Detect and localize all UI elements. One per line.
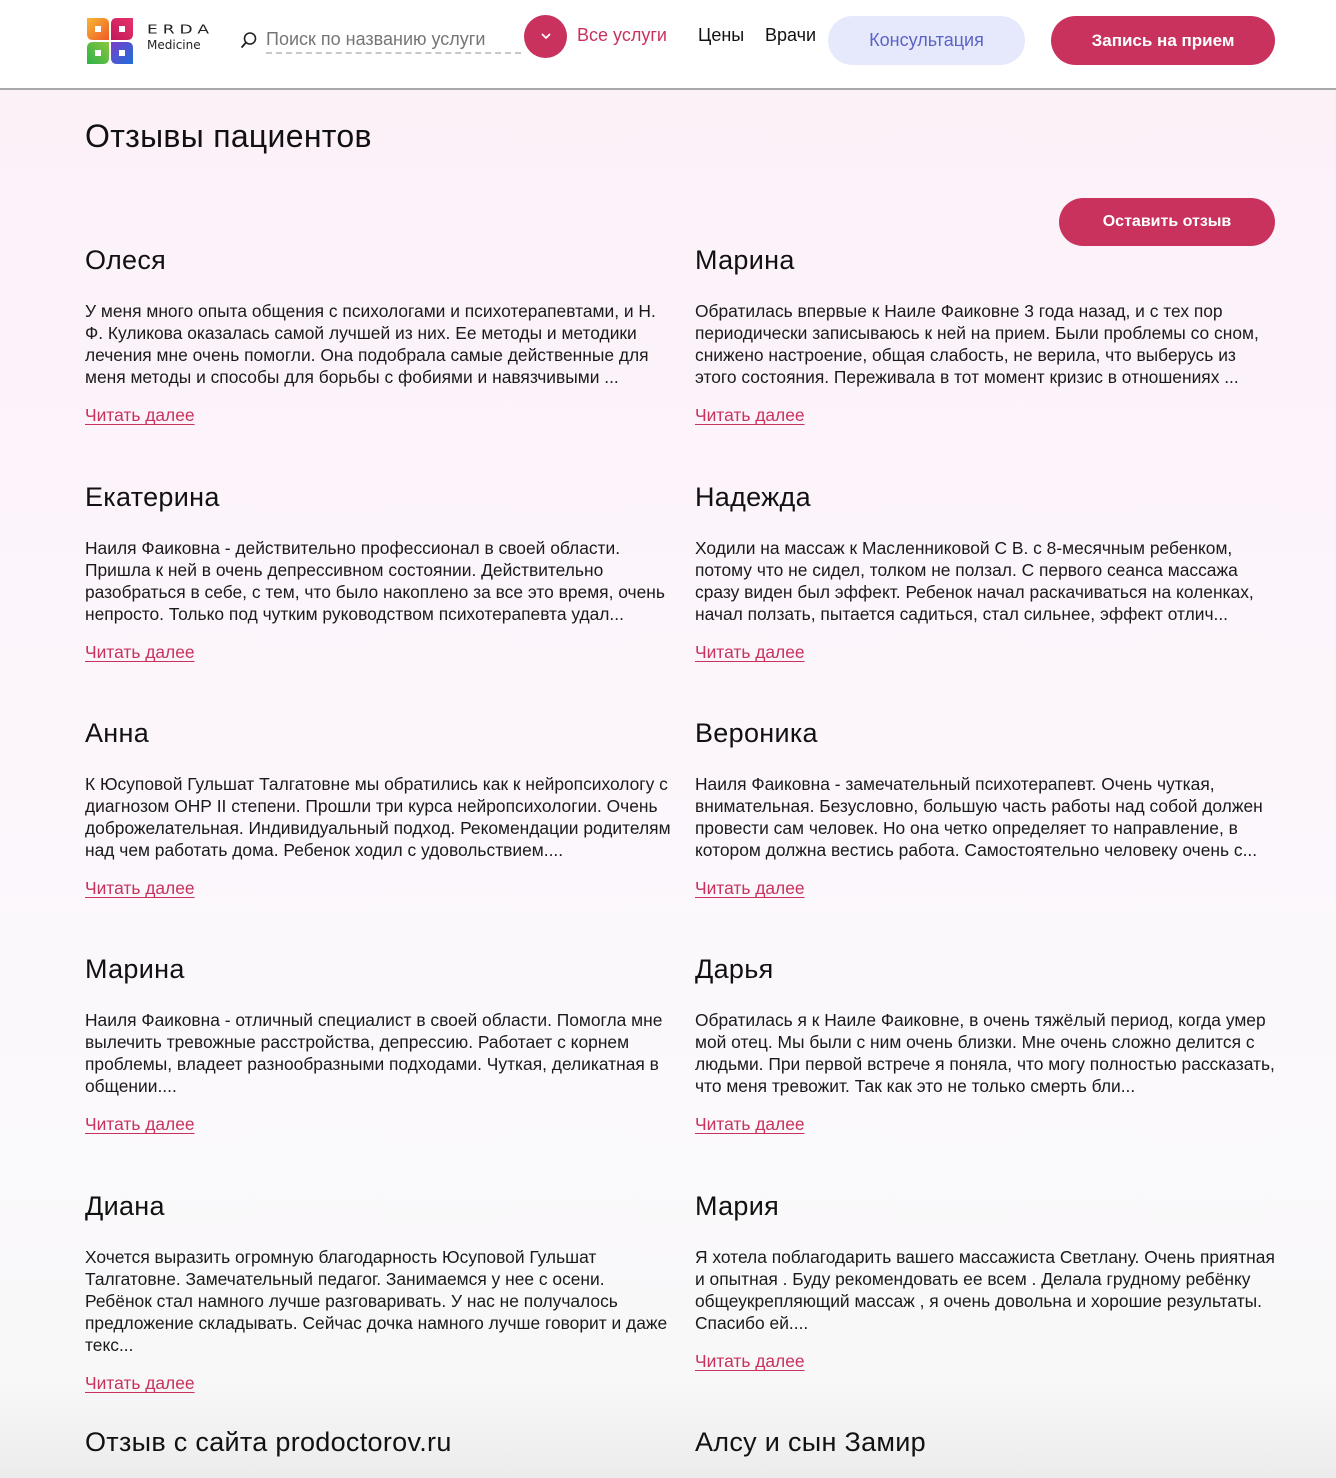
read-more-link[interactable]: Читать далее (695, 878, 805, 898)
nav-all-services[interactable]: Все услуги (577, 25, 667, 45)
review-card (695, 244, 1280, 426)
logo-brand: ERDA (147, 22, 214, 37)
read-more-link[interactable]: Читать далее (695, 1351, 805, 1371)
site-header (0, 0, 1336, 90)
services-dropdown-button[interactable] (524, 15, 567, 58)
review-card (695, 717, 1280, 899)
review-card (695, 481, 1280, 663)
logo-wordmark[interactable] (147, 22, 214, 52)
read-more-link[interactable]: Читать далее (85, 1114, 195, 1134)
review-author: Марина (85, 954, 185, 984)
nav-prices[interactable]: Цены (698, 25, 745, 45)
review-author: Надежда (695, 482, 811, 512)
review-card (695, 953, 1280, 1135)
review-author: Олеся (85, 245, 167, 275)
page-title: Отзывы пациентов (85, 118, 372, 154)
read-more-link[interactable]: Читать далее (85, 878, 195, 898)
logo-subtitle: Medicine (147, 38, 201, 52)
review-card (85, 1426, 675, 1458)
review-author: Дарья (695, 954, 774, 984)
review-author: Диана (85, 1191, 165, 1221)
review-author: Мария (695, 1191, 780, 1221)
read-more-link[interactable]: Читать далее (85, 642, 195, 662)
review-card (695, 1426, 1280, 1458)
review-card (85, 244, 675, 426)
search-icon (240, 31, 258, 49)
read-more-link[interactable]: Читать далее (85, 1373, 195, 1393)
review-text: Хочется выразить огромную благодарность Юсуповой Гульшат Талгатовне. Замечательный педагог. Занимаемся у нее с осени. Ребёнок стал намного лучше разговаривать. У нас не получалось предложение складывать. Сейчас дочка намного лучше говорит и даже текс... (85, 1247, 668, 1355)
read-more-link[interactable]: Читать далее (85, 405, 195, 425)
review-text: Я хотела поблагодарить вашего массажиста Светлану. Очень приятная и опытная . Буду рекомендовать ее всем . Делала грудному ребёнку общеукрепляющий массаж , я очень довольна и хорошие результаты. Спасибо ей.... (695, 1247, 1275, 1333)
review-text: Обратилась впервые к Наиле Фаиковне 3 года назад, и с тех пор периодически записываюсь к ней на прием. Были проблемы со сном, снижено настроение, общая слабость, не верила, что выберусь из этого состояния. Переживала в тот момент кризис в отношениях ... (695, 301, 1259, 387)
book-appointment-button[interactable]: Запись на прием (1051, 16, 1275, 65)
review-text: У меня много опыта общения с психологами и психотерапевтами, и Н. Ф. Куликова оказалась самой лучшей из них. Ее методы и методики лечения мне очень помогли. Она подобрала самые действенные для меня методы и способы для борьбы с фобиями и навязчивыми ... (85, 301, 656, 387)
chevron-down-icon (541, 33, 551, 40)
consultation-button[interactable]: Консультация (828, 16, 1025, 65)
review-text: Наиля Фаиковна - отличный специалист в своей области. Помогла мне вылечить тревожные расстройства, депрессию. Работает с корнем проблемы, владеет разнообразными подходами. Чуткая, деликатная в общении.... (85, 1010, 663, 1096)
review-text: Наиля Фаиковна - замечательный психотерапевт. Очень чуткая, внимательная. Безусловно, большую часть работы над собой должен провести сам человек. Но она четко определяет то направление, в котором должна вестись работа. Самостоятельно человеку очень с... (695, 774, 1263, 860)
erda-logo-icon[interactable] (85, 16, 135, 66)
search-input[interactable] (266, 26, 521, 54)
read-more-link[interactable]: Читать далее (695, 1114, 805, 1134)
review-author: Анна (85, 718, 150, 748)
nav-doctors[interactable]: Врачи (765, 25, 817, 45)
review-author: Екатерина (85, 482, 220, 512)
review-author: Алсу и сын Замир (695, 1427, 926, 1457)
review-card (695, 1190, 1280, 1372)
review-text: Обратилась я к Наиле Фаиковне, в очень тяжёлый период, когда умер мой отец. Мы были с ним очень близки. Мне очень сложно делится с людьми. При первой встрече я поняла, что могу полностью рассказать, что меня тревожит. Так как это не только смерть бли... (695, 1010, 1275, 1096)
review-card (85, 481, 675, 663)
read-more-link[interactable]: Читать далее (695, 642, 805, 662)
review-author: Марина (695, 245, 795, 275)
review-author: Вероника (695, 718, 818, 748)
leave-review-button[interactable]: Оставить отзыв (1059, 198, 1275, 246)
read-more-link[interactable]: Читать далее (695, 405, 805, 425)
review-text: Ходили на массаж к Масленниковой С В. с 8-месячным ребенком, потому что не сидел, толком не ползал. С первого сеанса массажа сразу виден был эффект. Ребенок начал раскачиваться на коленках, начал ползать, пытается садиться, стал сильнее, эффект отлич... (695, 538, 1254, 624)
review-card (85, 1190, 675, 1394)
review-text: К Юсуповой Гульшат Талгатовне мы обратились как к нейропсихологу с диагнозом ОНР II степени. Прошли три курса нейропсихологии. Очень доброжелательная. Индивидуальный подход. Рекомендации родителям над чем работать дома. Ребенок ходил с удовольствием.... (85, 774, 671, 860)
review-text: Наиля Фаиковна - действительно профессионал в своей области. Пришла к ней в очень депрессивном состоянии. Действительно разобраться в себе, с тем, что было накоплено за все это время, очень непросто. Только под чутким руководством психотерапевта удал... (85, 538, 665, 624)
review-card (85, 953, 675, 1135)
review-author: Отзыв с сайта prodoctorov.ru (85, 1427, 452, 1457)
review-card (85, 717, 675, 899)
